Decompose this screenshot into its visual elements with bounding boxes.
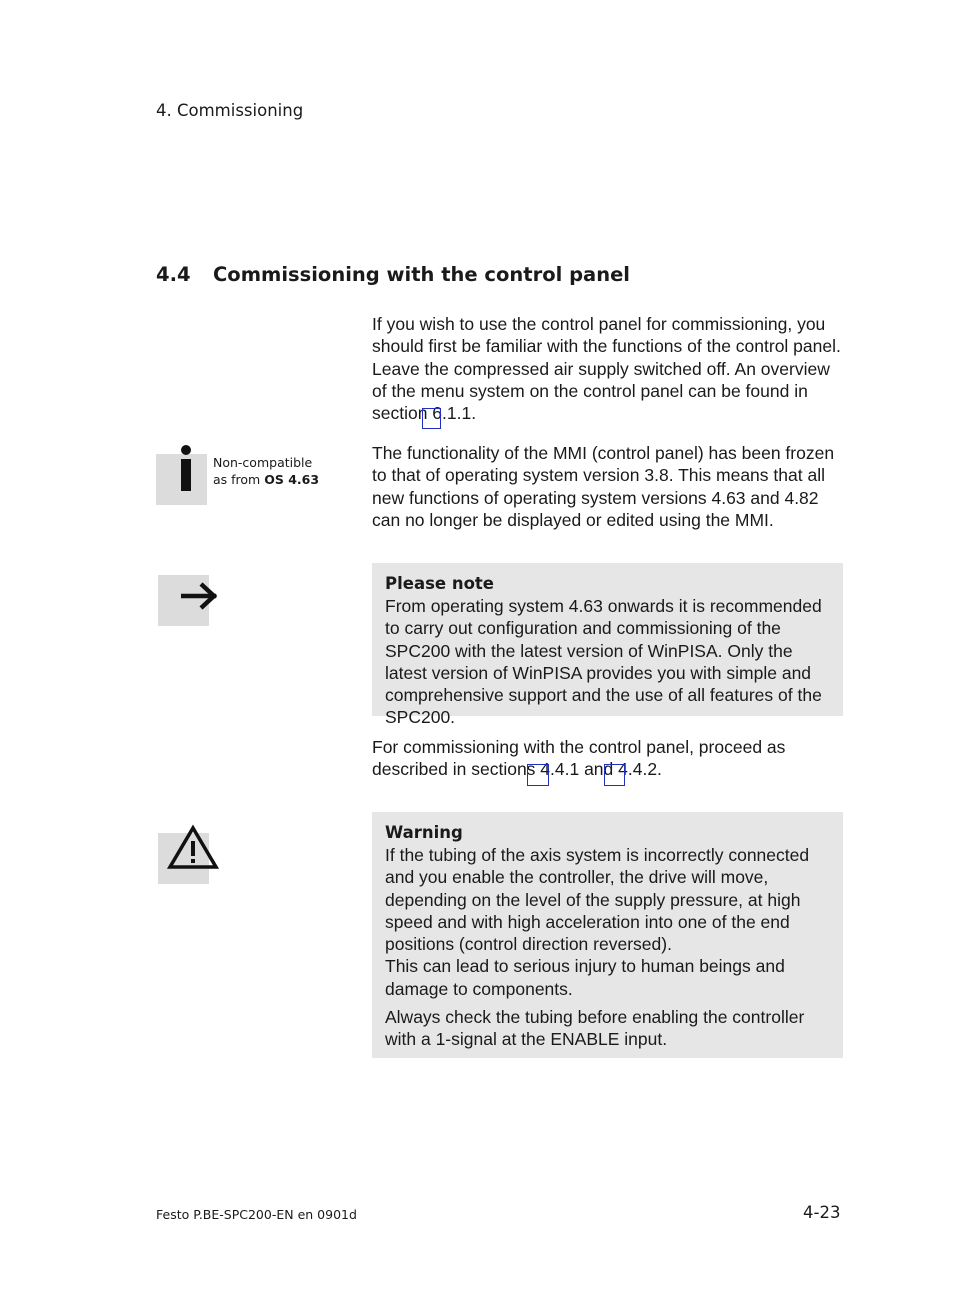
page-number: 4-23 xyxy=(803,1203,841,1222)
warning-text-3: Always check the tubing before enabling the controller with a 1-signal at the ENABLE input. xyxy=(385,1007,805,1050)
warning-title: Warning xyxy=(385,823,463,842)
sidenote-os-version: OS 4.63 xyxy=(264,472,320,487)
sidenote xyxy=(213,454,319,488)
warning-text-1: If the tubing of the axis system is incorrectly connected and you enable the controller, the drive will move, depending on the level of the supply pressure, at high speed and with high acceleration into one of the end positions (control direction reversed). xyxy=(385,845,810,955)
note-text: From operating system 4.63 onwards it is recommended to carry out configuration and commissioning of the SPC200 with the latest version of WinPISA. Only the latest version of WinPISA provides you with simple and comprehensive support and the use of all features of the SPC200. xyxy=(385,596,822,728)
warning-box xyxy=(372,812,843,1058)
link-section-4-4-2[interactable] xyxy=(604,764,625,786)
intro-paragraph: If you wish to use the control panel for commissioning, you should first be familiar with the functions of the control panel. Leave the compressed air supply switched off. An overview of the menu system on the control panel can be found in section 6.1.1. xyxy=(372,314,841,424)
running-header: 4. Commissioning xyxy=(156,101,304,120)
section-title: Commissioning with the control panel xyxy=(213,263,630,286)
mmi-paragraph: The functionality of the MMI (control panel) has been frozen to that of operating system version 3.8. This means that all new functions of operating system versions 4.63 and 4.82 can no longer be displayed or edited using the MMI. xyxy=(372,443,835,530)
section-number: 4.4 xyxy=(156,263,191,286)
link-section-6-1-1[interactable] xyxy=(422,408,441,429)
info-icon xyxy=(174,444,198,492)
section-heading xyxy=(156,263,630,286)
note-box xyxy=(372,563,843,728)
link-section-4-4-1[interactable] xyxy=(527,764,549,786)
footer-document-id: Festo P.BE-SPC200-EN en 0901d xyxy=(156,1207,357,1222)
warning-text-2: This can lead to serious injury to human beings and damage to components. xyxy=(385,956,785,999)
sidenote-prefix: as from xyxy=(213,472,265,487)
arrow-right-icon xyxy=(181,580,219,612)
warning-triangle-icon xyxy=(166,824,220,870)
note-title: Please note xyxy=(385,574,494,593)
proceed-paragraph: For commissioning with the control panel, proceed as described in sections 4.4.1 and 4.4.2. xyxy=(372,737,786,780)
sidenote-line1: Non-compatible xyxy=(213,455,313,470)
sidenote-line2 xyxy=(213,471,319,488)
